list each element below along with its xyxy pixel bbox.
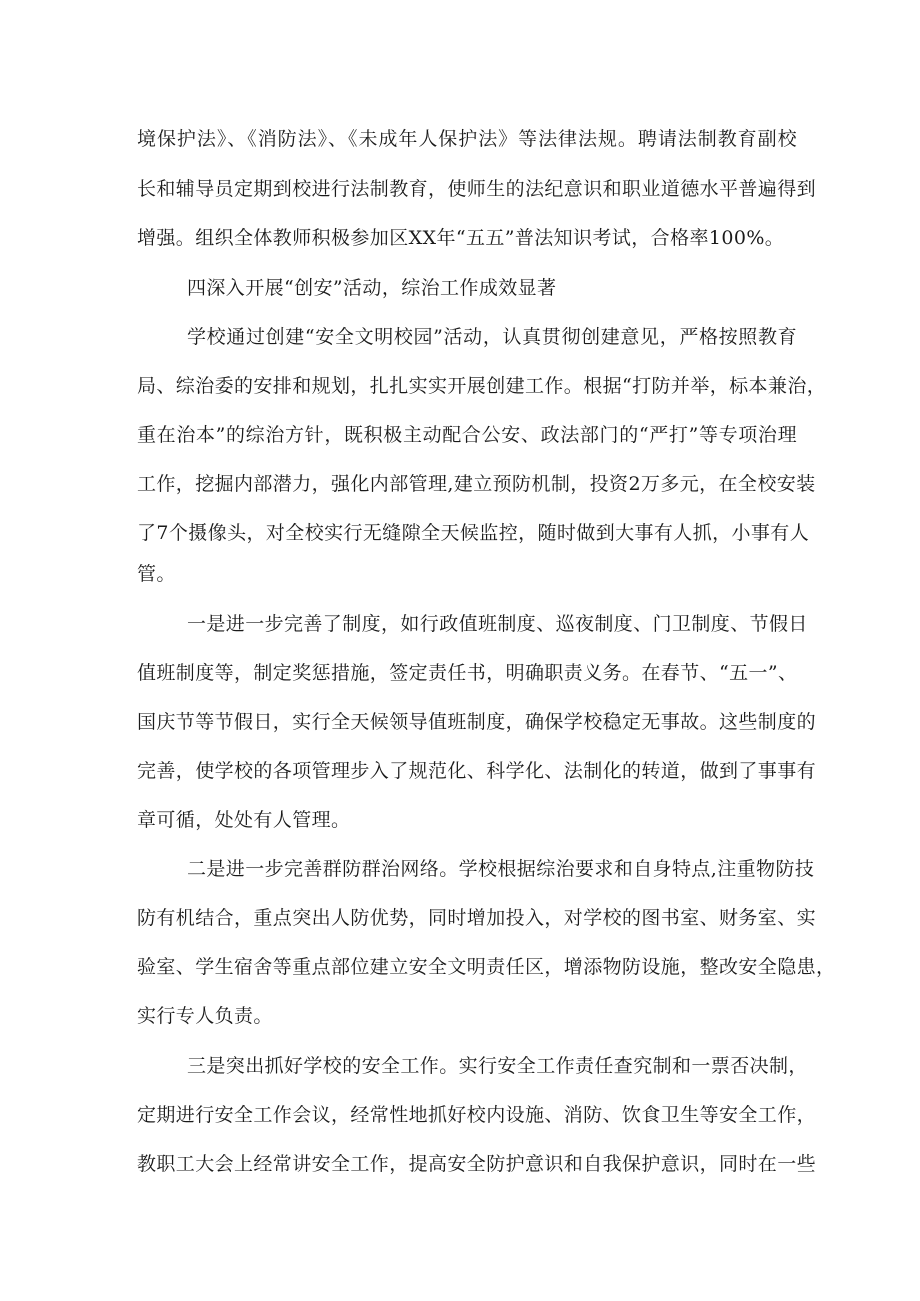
section-heading: 四深入开展“创安”活动，综治工作成效显著 (187, 277, 557, 299)
paragraph-line: 国庆节等节假日，实行全天候领导值班制度，确保学校稳定无事故。这些制度的 (137, 711, 817, 733)
paragraph-line: 值班制度等，制定奖惩措施，签定责任书，明确职责义务。在春节、“五一”、 (137, 662, 798, 684)
paragraph-line: 三是突出抓好学校的安全工作。实行安全工作责任查究制和一票否决制， (187, 1055, 808, 1077)
paragraph-line: 实行专人负责。 (137, 1005, 273, 1027)
paragraph-line: 局、综治委的安排和规划，扎扎实实开展创建工作。根据“打防并举，标本兼治， (137, 375, 827, 397)
paragraph-line: 定期进行安全工作会议，经常性地抓好校内设施、消防、饮食卫生等安全工作， (137, 1104, 817, 1126)
paragraph-line: 重在治本”的综治方针，既积极主动配合公安、政法部门的“严打”等专项治理 (137, 424, 797, 446)
paragraph-line: 工作，挖掘内部潜力，强化内部管理,建立预防机制，投资2万多元，在全校安装 (137, 473, 816, 495)
paragraph-line: 学校通过创建“安全文明校园”活动，认真贯彻创建意见，严格按照教育 (187, 326, 797, 348)
paragraph-line: 防有机结合，重点突出人防优势，同时增加投入，对学校的图书室、财务室、实 (137, 907, 817, 929)
paragraph-line: 一是进一步完善了制度，如行政值班制度、巡夜制度、门卫制度、节假日 (187, 613, 808, 635)
paragraph-line: 了7个摄像头，对全校实行无缝隙全天候监控，随时做到大事有人抓，小事有人 (137, 522, 810, 544)
paragraph-line: 增强。组织全体教师积极参加区XX年“五五”普法知识考试，合格率100%。 (137, 227, 785, 249)
paragraph-line: 章可循，处处有人管理。 (137, 809, 351, 831)
paragraph-line: 管。 (137, 563, 176, 585)
paragraph-line: 长和辅导员定期到校进行法制教育，使师生的法纪意识和职业道德水平普遍得到 (137, 178, 817, 200)
paragraph-line: 验室、学生宿舍等重点部位建立安全文明责任区，增添物防设施，整改安全隐患， (137, 956, 836, 978)
paragraph-line: 教职工大会上经常讲安全工作，提高安全防护意识和自我保护意识，同时在一些 (137, 1153, 817, 1175)
paragraph-line: 二是进一步完善群防群治网络。学校根据综治要求和自身特点,注重物防技 (187, 858, 815, 880)
paragraph-line: 境保护法》、《消防法》、《未成年人保护法》等法律法规。聘请法制教育副校 (137, 128, 797, 150)
paragraph-line: 完善，使学校的各项管理步入了规范化、科学化、法制化的转道，做到了事事有 (137, 760, 817, 782)
